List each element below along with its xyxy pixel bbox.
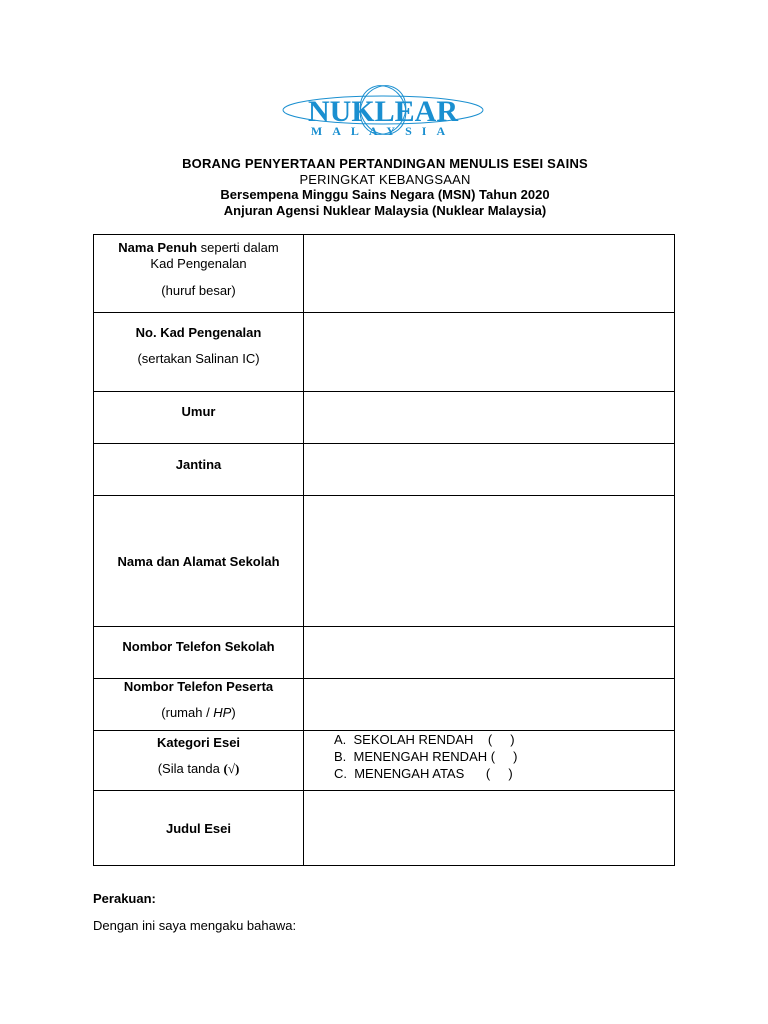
label-tel-peserta-note-post: ) [231,705,236,720]
label-kategori-note: (Sila tanda [157,761,224,776]
label-kad-pengenalan [94,313,304,392]
label-nama-penuh-line2: Kad Pengenalan [150,256,247,271]
kategori-option-menengah-atas[interactable]: C. MENENGAH ATAS ( ) [334,766,513,781]
field-nama-penuh[interactable] [304,235,675,313]
row-sekolah [94,496,675,627]
label-kategori [94,731,304,791]
label-kategori-title: Kategori Esei [156,735,241,750]
tick-symbol: (√) [223,761,240,776]
row-nama-penuh [94,235,675,313]
field-jantina[interactable] [304,444,675,496]
field-judul[interactable] [304,791,675,866]
field-tel-peserta[interactable] [304,679,675,731]
label-judul-title: Judul Esei [165,820,232,836]
row-jantina [94,444,675,496]
row-umur [94,392,675,444]
row-tel-sekolah [94,627,675,679]
label-tel-sekolah-title: Nombor Telefon Sekolah [122,639,275,654]
label-umur [94,392,304,444]
logo-word-malaysia: MALAYSIA [310,124,456,138]
kategori-option-sekolah-rendah[interactable]: A. SEKOLAH RENDAH ( ) [334,732,515,747]
label-tel-sekolah [94,627,304,679]
logo-word-nuklear: NUKLEAR [307,95,459,128]
field-sekolah[interactable] [304,496,675,627]
field-kategori [304,731,675,791]
nuklear-malaysia-logo [278,84,488,140]
perakuan-text: Dengan ini saya mengaku bahawa: [93,918,297,933]
label-sekolah-title: Nama dan Alamat Sekolah [117,553,280,569]
heading-line-2: PERINGKAT KEBANGSAAN [299,171,471,187]
field-tel-sekolah[interactable] [304,627,675,679]
form-heading [94,156,676,218]
entry-form-table [93,234,675,866]
label-jantina-title: Jantina [175,457,222,472]
label-nama-penuh-bold: Nama Penuh [118,240,198,255]
row-judul [94,791,675,866]
heading-line-1: BORANG PENYERTAAN PERTANDINGAN MENULIS ESEI SAINS [182,156,588,171]
label-tel-peserta-note-pre: (rumah / [161,705,214,720]
row-tel-peserta [94,679,675,731]
heading-line-3: Bersempena Minggu Sains Negara (MSN) Tahun 2020 [220,187,550,202]
kategori-options [304,731,674,782]
label-nama-penuh-note: (huruf besar) [161,283,236,298]
label-judul [94,791,304,866]
kategori-option-menengah-rendah[interactable]: B. MENENGAH RENDAH ( ) [334,749,518,764]
label-jantina [94,444,304,496]
label-tel-peserta-note-hp: HP [213,705,232,720]
label-umur-title: Umur [181,404,216,419]
label-kad-pengenalan-note: (sertakan Salinan IC) [137,351,260,366]
label-tel-peserta [94,679,304,731]
label-tel-peserta-title: Nombor Telefon Peserta [123,679,274,694]
label-nama-penuh-rest: seperti dalam [197,240,279,255]
heading-line-4: Anjuran Agensi Nuklear Malaysia (Nuklear Malaysia) [223,202,547,218]
label-sekolah [94,496,304,627]
perakuan-title: Perakuan: [93,891,156,906]
label-kad-pengenalan-title: No. Kad Pengenalan [135,325,262,340]
row-kategori [94,731,675,791]
label-nama-penuh [94,235,304,313]
field-umur[interactable] [304,392,675,444]
row-kad-pengenalan [94,313,675,392]
field-kad-pengenalan[interactable] [304,313,675,392]
